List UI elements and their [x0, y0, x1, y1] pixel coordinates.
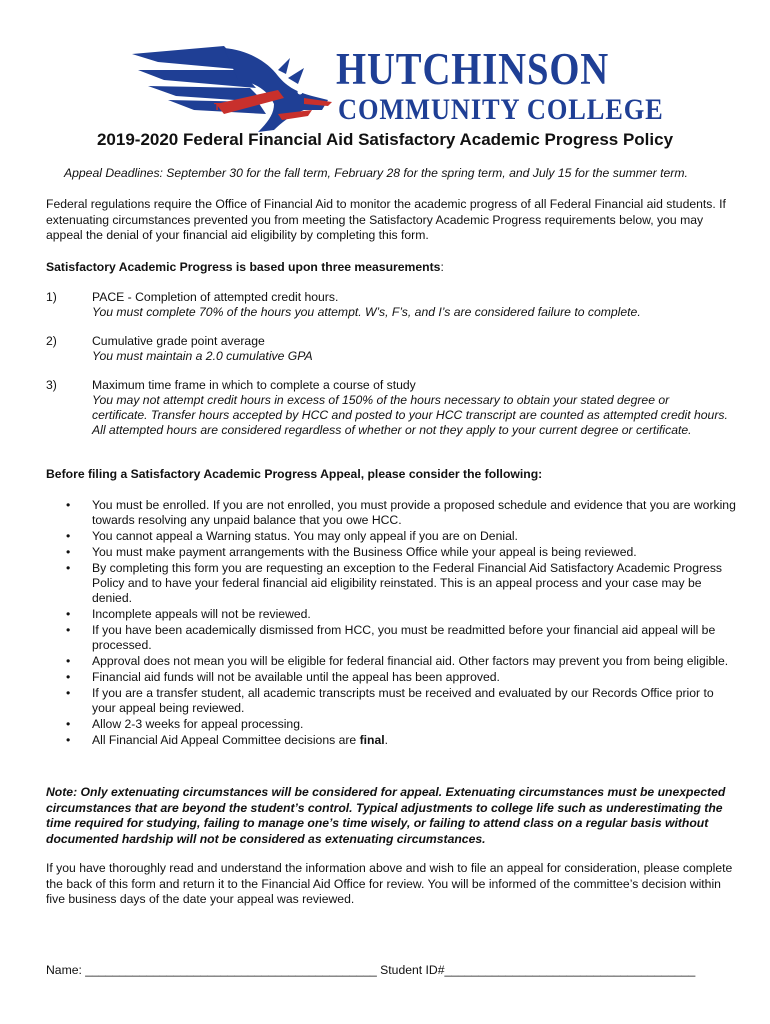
measurements-heading-text: Satisfactory Academic Progress is based upon three measurements — [46, 260, 441, 274]
measurement-detail: You may not attempt credit hours in excess of 150% of the hours necessary to obtain your stated degree or certificate. Transfer hours accepted by HCC and posted to your HCC transcript are counted as attempted credit hours. All attempted hours are considered regardless of whether or not they apply to your current degree or certificate. — [92, 393, 728, 437]
bullet-icon: • — [66, 733, 71, 747]
measurement-label: Maximum time frame in which to complete a course of study — [92, 378, 416, 392]
bullet-icon: • — [66, 561, 71, 575]
closing-paragraph: If you have thoroughly read and understand the information above and wish to file an appeal for consideration, please complete the back of this form and return it to the Financial Aid Office for review. You will be informed of the committee’s decision within five business days of the date your appeal was reviewed. — [46, 861, 733, 906]
dragon-mascot-icon — [128, 40, 333, 140]
consider-heading: Before filing a Satisfactory Academic Progress Appeal, please consider the following: — [46, 467, 543, 481]
list-item: • If you are a transfer student, all academic transcripts must be received and evaluated by our Records Office prior to your appeal being reviewed. — [66, 686, 714, 715]
name-field[interactable]: ___________________________________________ — [85, 963, 377, 977]
measurements-heading-colon: : — [440, 260, 444, 274]
bullet-icon: • — [66, 498, 71, 512]
bullet-icon: • — [66, 623, 71, 637]
list-item: • You must be enrolled. If you are not enrolled, you must provide a proposed schedule and evidence that you are working towards resolving any unpaid balance that you owe HCC. — [66, 498, 736, 527]
bullet-icon: • — [66, 670, 71, 684]
note-paragraph: Note: Only extenuating circumstances will be considered for appeal. Extenuating circumstances must be unexpected circumstances that are beyond the student’s control. Typical adjustments to college life such as underestimating the time required for studying, failing to manage one’s time wisely, or failing to attend class on a regular basis without documented hardship will not be considered as extenuating circumstances. — [46, 785, 726, 846]
intro-paragraph: Federal regulations require the Office of Financial Aid to monitor the academic progress of all Federal Financial aid students. If extenuating circumstances prevented you from meeting the Satisfactory Academic Progress requirements below, you may appeal the denial of your financial aid eligibility by completing this form. — [46, 197, 726, 242]
bullet-icon: • — [66, 654, 71, 668]
measurement-detail: You must complete 70% of the hours you attempt. W’s, F’s, and I’s are considered failure to complete. — [92, 305, 641, 319]
appeal-deadlines: Appeal Deadlines: September 30 for the fall term, February 28 for the spring term, and July 15 for the summer term. — [64, 166, 688, 180]
list-item: • All Financial Aid Appeal Committee decisions are final. — [66, 733, 389, 747]
page-title: 2019-2020 Federal Financial Aid Satisfactory Academic Progress Policy — [96, 130, 674, 149]
list-item: • By completing this form you are requesting an exception to the Federal Financial Aid Satisfactory Academic Progress Policy and to have your federal financial aid eligibility reinstated. This is an appeal process and your case may be denied. — [66, 561, 723, 605]
list-item: • Financial aid funds will not be available until the appeal has been approved. — [66, 670, 500, 684]
list-item: • Allow 2-3 weeks for appeal processing. — [66, 717, 304, 731]
name-label: Name: — [46, 963, 86, 977]
bullet-icon: • — [66, 545, 71, 559]
college-logo — [128, 40, 664, 140]
measurement-number: 1) — [46, 290, 57, 304]
measurement-number: 2) — [46, 334, 57, 348]
trademark-mark: TM — [214, 102, 229, 113]
signature-line — [46, 963, 695, 977]
list-item: • You cannot appeal a Warning status. You may only appeal if you are on Denial. — [66, 529, 518, 543]
measurement-label: Cumulative grade point average — [92, 334, 265, 348]
bullet-icon: • — [66, 686, 71, 700]
list-item: • If you have been academically dismissed from HCC, you must be readmitted before your financial aid appeal will be processed. — [66, 623, 716, 652]
logo-college-name: HUTCHINSON — [336, 44, 610, 94]
logo-college-subtitle: COMMUNITY COLLEGE — [338, 93, 664, 126]
list-item: • Approval does not mean you will be eligible for federal financial aid. Other factors may prevent you from being eligible. — [66, 654, 729, 668]
consideration-list — [46, 498, 736, 749]
measurement-number: 3) — [46, 378, 57, 392]
list-item: • You must make payment arrangements with the Business Office while your appeal is being reviewed. — [66, 545, 637, 559]
list-item: • Incomplete appeals will not be reviewed. — [66, 607, 311, 621]
bullet-icon: • — [66, 607, 71, 621]
student-id-field[interactable]: _____________________________________ — [444, 963, 696, 977]
measurements-heading — [46, 260, 736, 276]
student-id-label: Student ID# — [376, 963, 445, 977]
measurement-detail: You must maintain a 2.0 cumulative GPA — [92, 349, 313, 363]
bullet-icon: • — [66, 529, 71, 543]
measurement-label: PACE - Completion of attempted credit hours. — [92, 290, 339, 304]
bullet-icon: • — [66, 717, 71, 731]
